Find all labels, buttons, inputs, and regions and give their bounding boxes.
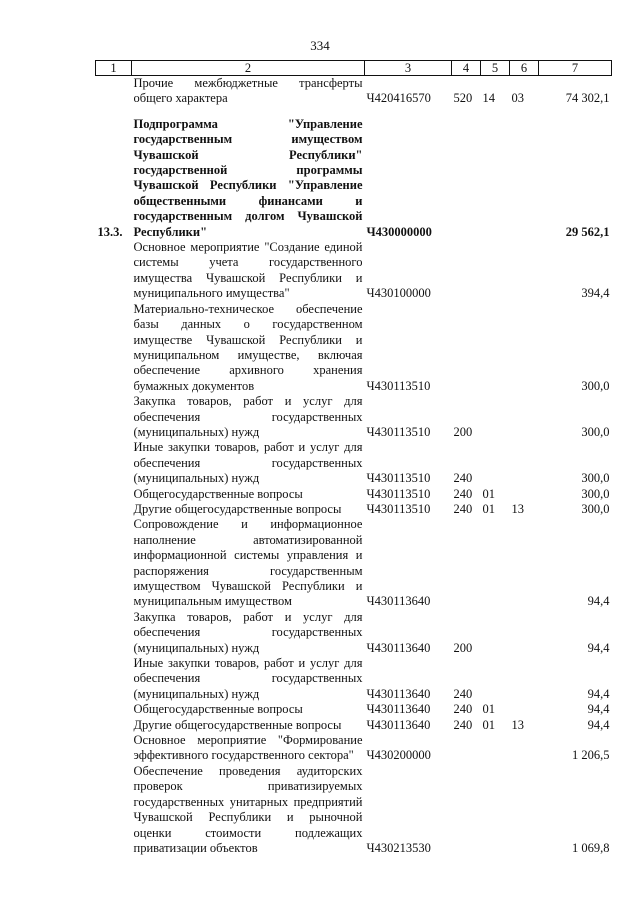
row-amount: 300,0	[581, 378, 610, 393]
row-expense-type	[452, 764, 481, 856]
row-subsection	[510, 394, 539, 440]
row-target-code: Ч430113510	[366, 501, 431, 516]
row-expense-type	[452, 733, 481, 764]
row-name: Основное мероприятие "Формирование эффективного государственного сектора"	[133, 733, 363, 763]
row-index: 13.3.	[97, 224, 123, 239]
row-subsection	[510, 240, 539, 302]
row-index	[96, 240, 132, 302]
row-subsection	[510, 610, 539, 656]
table-row	[96, 76, 612, 107]
row-name: Общегосударственные вопросы	[133, 702, 303, 717]
row-subsection	[510, 764, 539, 856]
table-row	[96, 702, 612, 717]
row-subsection	[510, 302, 539, 394]
table-row	[96, 733, 612, 764]
header-col-5: 5	[481, 61, 510, 76]
row-amount: 74 302,1	[565, 91, 610, 106]
row-subsection: 13	[511, 717, 524, 732]
row-target-code: Ч430113640	[366, 594, 431, 609]
table-row	[96, 764, 612, 856]
row-amount: 29 562,1	[565, 224, 610, 239]
row-index	[96, 656, 132, 702]
header-col-4: 4	[452, 61, 481, 76]
table-body	[96, 76, 612, 857]
row-name: Закупка товаров, работ и услуг для обеспечения государственных (муниципальных) нужд	[133, 609, 363, 655]
row-section: 01	[482, 702, 495, 717]
row-target-code: Ч430113510	[366, 471, 431, 486]
row-section	[481, 117, 510, 240]
table-row	[96, 394, 612, 440]
row-expense-type	[452, 517, 481, 609]
table-row	[96, 440, 612, 486]
row-expense-type: 520	[453, 91, 473, 106]
row-subsection: 03	[511, 91, 524, 106]
row-name: Другие общегосударственные вопросы	[133, 501, 342, 516]
row-amount: 94,4	[587, 686, 610, 701]
row-subsection: 13	[511, 501, 524, 516]
row-section	[481, 517, 510, 609]
row-name: Иные закупки товаров, работ и услуг для обеспечения государственных (муниципальных) нужд	[133, 656, 363, 701]
table-row	[96, 240, 612, 302]
row-target-code: Ч430113640	[366, 686, 431, 701]
row-target-code: Ч420416570	[366, 91, 431, 106]
row-target-code: Ч430200000	[366, 748, 431, 763]
row-name: Основное мероприятие "Создание единой системы учета государственного имущества Чувашской Республики и муниципального имущества"	[133, 240, 363, 301]
row-amount: 300,0	[581, 424, 610, 439]
header-col-6: 6	[510, 61, 539, 76]
row-name: Материально-техническое обеспечение базы данных о государственном имуществе Чувашской Республики и муниципальном имуществе, включая обеспечение архивного хранения бумажных документов	[133, 301, 363, 393]
row-subsection	[510, 733, 539, 764]
row-expense-type: 240	[453, 471, 473, 486]
row-expense-type	[452, 302, 481, 394]
row-section	[481, 610, 510, 656]
row-name: Сопровождение и информационное наполнение автоматизированной информационной системы управления и распоряжения государственным имуществом Чувашской Республики и муниципальным имуществом	[133, 517, 363, 609]
row-expense-type: 240	[453, 686, 473, 701]
row-section: 14	[482, 91, 495, 106]
row-section	[481, 764, 510, 856]
row-amount: 94,4	[587, 594, 610, 609]
row-name: Закупка товаров, работ и услуг для обеспечения государственных (муниципальных) нужд	[133, 394, 363, 439]
row-target-code: Ч430213530	[366, 840, 431, 855]
row-amount: 1 206,5	[572, 748, 610, 763]
row-index	[96, 702, 132, 717]
row-spacer	[96, 107, 612, 117]
table-row	[96, 517, 612, 609]
row-name: Общегосударственные вопросы	[133, 486, 303, 501]
row-name: Иные закупки товаров, работ и услуг для обеспечения государственных (муниципальных) нужд	[133, 440, 363, 486]
row-amount: 300,0	[581, 471, 610, 486]
row-expense-type: 240	[453, 717, 473, 732]
row-name: Подпрограмма "Управление государственным имуществом Чувашской Республики" государственной программы Чувашской Республики "Управление общественными финансами и государственным долгом Чувашской Республики"	[133, 116, 363, 239]
row-expense-type: 200	[453, 424, 473, 439]
row-name: Обеспечение проведения аудиторских проверок приватизируемых государственных унитарных предприятий Чувашской Республики и рыночной оценки стоимости подлежащих приватизации объектов	[133, 763, 363, 855]
row-subsection	[510, 440, 539, 486]
row-target-code: Ч430113640	[366, 640, 431, 655]
row-amount: 94,4	[587, 702, 610, 717]
row-expense-type	[452, 240, 481, 302]
row-index	[96, 502, 132, 517]
row-amount: 94,4	[587, 640, 610, 655]
row-subsection	[510, 702, 539, 717]
row-index	[96, 302, 132, 394]
row-amount: 394,4	[581, 286, 610, 301]
row-index	[96, 733, 132, 764]
row-section: 01	[482, 717, 495, 732]
row-amount: 1 069,8	[572, 840, 610, 855]
table-row	[96, 656, 612, 702]
row-name: Другие общегосударственные вопросы	[133, 717, 342, 732]
header-col-3: 3	[365, 61, 452, 76]
row-index	[96, 610, 132, 656]
row-section: 01	[482, 486, 495, 501]
row-section: 01	[482, 501, 495, 516]
row-name: Прочие межбюджетные трансферты общего характера	[133, 76, 363, 106]
row-amount: 300,0	[581, 501, 610, 516]
header-col-2: 2	[132, 61, 365, 76]
row-amount: 300,0	[581, 486, 610, 501]
table-row	[96, 610, 612, 656]
row-amount: 94,4	[587, 717, 610, 732]
header-col-7: 7	[539, 61, 612, 76]
row-section	[481, 656, 510, 702]
row-section	[481, 733, 510, 764]
row-section	[481, 394, 510, 440]
row-target-code: Ч430100000	[366, 286, 431, 301]
row-subsection	[510, 656, 539, 702]
row-index	[96, 517, 132, 609]
row-index	[96, 764, 132, 856]
page-number: 334	[310, 38, 330, 53]
row-target-code: Ч430113510	[366, 486, 431, 501]
row-subsection	[510, 487, 539, 502]
row-index	[96, 76, 132, 107]
row-target-code: Ч430000000	[366, 224, 432, 239]
table-row	[96, 502, 612, 517]
row-index	[96, 718, 132, 733]
header-col-1: 1	[96, 61, 132, 76]
row-index	[96, 440, 132, 486]
row-expense-type	[452, 117, 481, 240]
row-section	[481, 240, 510, 302]
row-subsection	[510, 517, 539, 609]
table-row	[96, 718, 612, 733]
table-header	[96, 61, 612, 76]
row-expense-type: 200	[453, 640, 473, 655]
row-index	[96, 487, 132, 502]
row-target-code: Ч430113510	[366, 424, 431, 439]
table-row	[96, 302, 612, 394]
row-subsection	[510, 117, 539, 240]
table-row	[96, 117, 612, 240]
row-target-code: Ч430113640	[366, 702, 431, 717]
row-target-code: Ч430113510	[366, 378, 431, 393]
row-section	[481, 302, 510, 394]
row-section	[481, 440, 510, 486]
row-expense-type: 240	[453, 486, 473, 501]
row-target-code: Ч430113640	[366, 717, 431, 732]
row-expense-type: 240	[453, 702, 473, 717]
budget-table	[95, 60, 612, 856]
row-index	[96, 394, 132, 440]
table-row	[96, 487, 612, 502]
row-expense-type: 240	[453, 501, 473, 516]
